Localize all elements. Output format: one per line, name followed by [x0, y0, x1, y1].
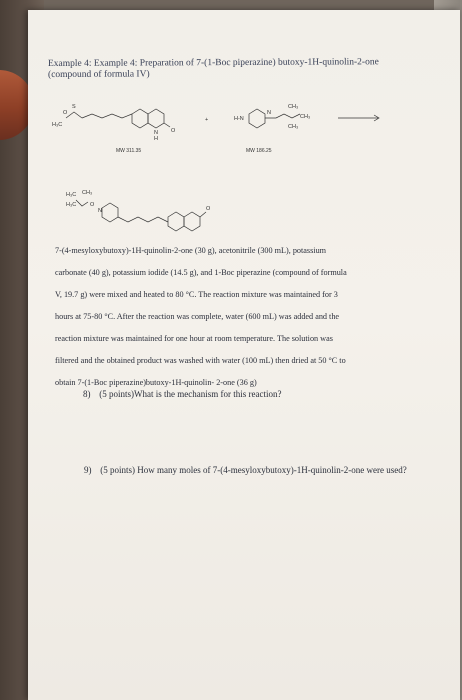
question-9 [84, 464, 434, 476]
title-line-2: (compound of formula IV) [48, 69, 150, 81]
product-label-h3c-2: H₃C [66, 202, 77, 208]
procedure-paragraph [55, 240, 445, 394]
label-o-2: O [171, 128, 176, 134]
question-8-number: 8) [83, 389, 91, 399]
title-line-1: Example 4: Example 4: Preparation of 7-(1-Boc piperazine) butoxy-1H-quinolin-2-one [47, 57, 379, 70]
paragraph-line: filtered and the obtained product was washed with water (100 mL) then dried at 50 °C to [55, 356, 346, 365]
piperazine-ring [249, 109, 265, 128]
label-ch3-2: CH₃ [300, 114, 311, 120]
example-title [48, 57, 438, 81]
paragraph-line: 7-(4-mesyloxybutoxy)-1H-quinolin-2-one (30 g), acetonitrile (300 mL), potassium [55, 246, 327, 255]
product-benzene-ring [168, 212, 184, 231]
label-s: S [72, 104, 76, 110]
mesyl-bonds [66, 112, 82, 118]
pyridone-ring-1 [148, 109, 164, 128]
product-label-n: N [98, 208, 102, 214]
benzene-ring-1 [132, 109, 148, 128]
question-8-text: (5 points)What is the mechanism for this reaction? [99, 389, 282, 399]
butoxy-chain-1 [82, 114, 132, 118]
paragraph-line: carbonate (40 g), potassium iodide (14.5 g), and 1-Boc piperazine (compound of formula [55, 268, 347, 277]
paragraph-line: obtain 7-(1-Boc piperazine)butoxy-1H-quinolin- 2-one (36 g) [55, 378, 257, 387]
paragraph-line: V, 19.7 g) were mixed and heated to 80 °C. The reaction mixture was maintained for 3 [55, 290, 338, 299]
product-pyridone-ring [184, 212, 200, 231]
paragraph-line: hours at 75-80 °C. After the reaction was complete, water (600 mL) was added and the [55, 312, 340, 321]
label-n-1: N [154, 130, 158, 136]
reactant2-mw: MW 186.25 [246, 148, 272, 154]
label-h-1: H [154, 136, 158, 142]
label-h3c: H₃C [52, 122, 63, 128]
carbonyl-bond-1 [164, 123, 170, 127]
label-ch3-1: CH₃ [288, 104, 299, 110]
label-ch3-3: CH₃ [288, 124, 299, 130]
label-hn: H-N [234, 116, 244, 122]
product-tbu [76, 200, 88, 206]
paragraph-line: reaction mixture was maintained for one hour at room temperature. The solution was [55, 334, 333, 343]
product-chain [118, 217, 168, 222]
product-carbonyl [200, 212, 206, 217]
reaction-scheme [38, 90, 458, 235]
product-label-o: O [90, 202, 95, 208]
product-label-ch3: CH₃ [82, 190, 93, 196]
label-o-1: O [63, 110, 68, 116]
question-9-text: (5 points) How many moles of 7-(4-mesyloxybutoxy)-1H-quinolin-2-one were used? [100, 465, 407, 475]
label-n-2: N [267, 110, 271, 116]
product-piperazine [102, 203, 118, 222]
product-label-h3c: H₃C [66, 192, 77, 198]
question-8 [83, 388, 281, 400]
product-label-o-2: O [206, 206, 211, 212]
reactant1-mw: MW 311.35 [116, 148, 142, 154]
question-9-number: 9) [84, 465, 92, 475]
paper-sheet [28, 10, 460, 700]
plus-sign: + [205, 117, 209, 123]
